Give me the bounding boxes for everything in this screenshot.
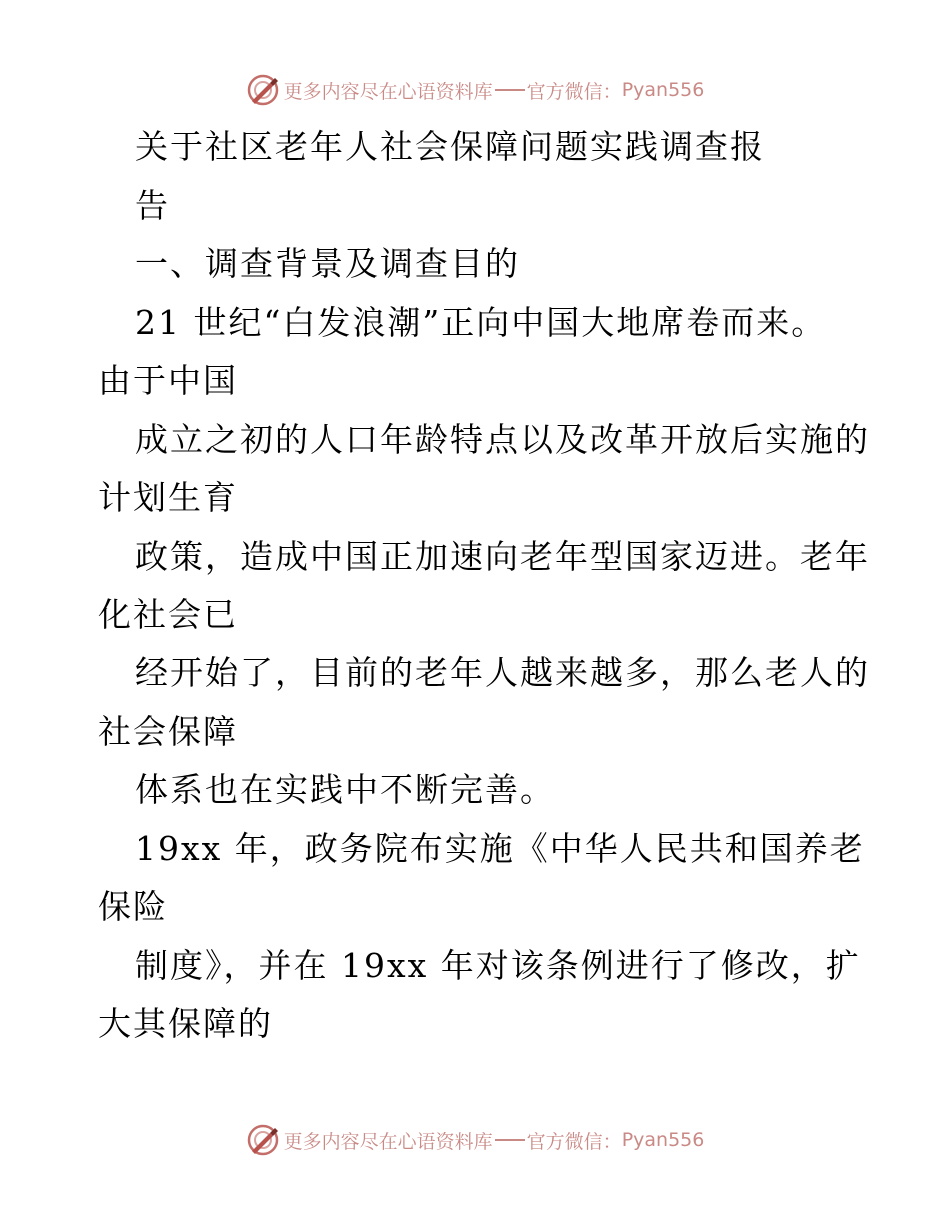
watermark-dash [495,1139,525,1141]
pen-logo-icon [246,73,280,107]
header-watermark [0,70,950,110]
paragraph-line: 成立之初的人口年龄特点以及改革开放后实施的 [135,420,870,459]
title-line-1: 关于社区老年人社会保障问题实践调查报 [135,127,765,166]
watermark-account: Pyan556 [621,79,705,101]
watermark-label: 官方微信： [526,80,622,103]
watermark-dash [495,89,525,91]
paragraph-line: 制度》，并在 19xx 年对该条例进行了修改，扩 [135,946,861,985]
paragraph-line: 社会保障 [98,712,238,751]
paragraph-line: 化社会已 [98,595,238,634]
paragraph-line: 19xx 年，政务院布实施《中华人民共和国养老 [135,829,865,868]
watermark-label: 官方微信： [526,1130,622,1153]
title-line-2: 告 [135,186,170,225]
watermark-brand: 更多内容尽在心语资料库 [283,80,493,103]
paragraph-line: 经开始了，目前的老年人越来越多，那么老人的 [135,653,870,692]
paragraph-line: 由于中国 [98,361,238,400]
paragraph-line: 21 世纪“白发浪潮”正向中国大地席卷而来。 [135,303,827,342]
section-heading: 一、调查背景及调查目的 [135,244,520,283]
pen-logo-icon [246,1123,280,1157]
watermark-brand: 更多内容尽在心语资料库 [283,1130,493,1153]
watermark-account: Pyan556 [621,1129,705,1151]
paragraph-line: 大其保障的 [98,1004,273,1043]
footer-watermark [0,1120,950,1160]
paragraph-line: 体系也在实践中不断完善。 [135,770,555,809]
paragraph-line: 保险 [98,887,168,926]
paragraph-line: 政策，造成中国正加速向老年型国家迈进。老年 [135,537,870,576]
paragraph-line: 计划生育 [98,478,238,517]
